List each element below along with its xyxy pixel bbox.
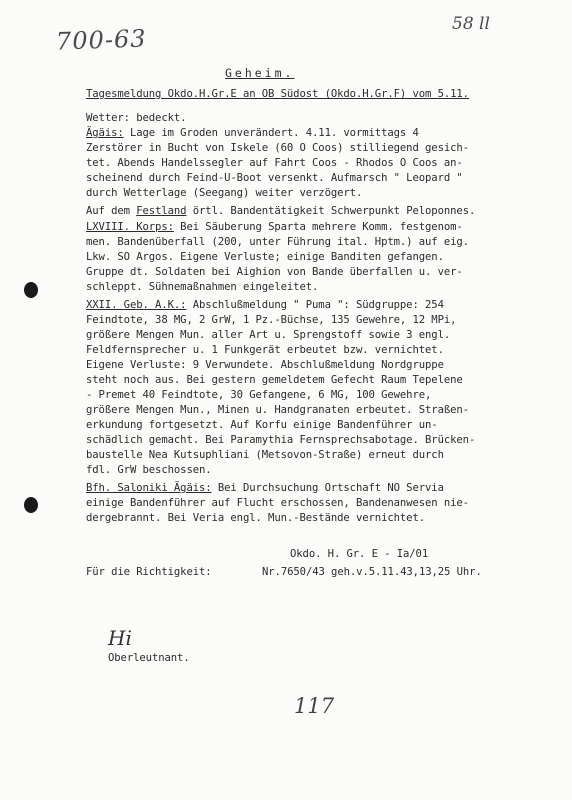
section-label-xxii: XXII. Geb. A.K.:: [86, 299, 187, 311]
classification-title: Geheim.: [225, 66, 295, 80]
handwritten-folio: 58 ll: [452, 14, 490, 34]
section-label-aegaeis: Ägäis:: [86, 127, 124, 139]
text-line: Gruppe dt. Soldaten bei Aighion von Bande überfallen u. ver-: [86, 266, 463, 278]
text-line: Bfh. Saloniki Ägäis: Bei Durchsuchung Ortschaft NO Servia: [86, 482, 444, 494]
document-number: Nr.7650/43 geh.v.5.11.43,13,25 Uhr.: [262, 566, 482, 578]
certification-label: Für die Richtigkeit:: [86, 566, 212, 578]
text-line: schleppt. Sühnemaßnahmen eingeleitet.: [86, 281, 319, 293]
report-heading: Tagesmeldung Okdo.H.Gr.E an OB Südost (Okdo.H.Gr.F) vom 5.11.: [86, 88, 469, 100]
text-line: Ägäis: Lage im Groden unverändert. 4.11. vormittags 4: [86, 127, 419, 139]
text-line: Feindtote, 38 MG, 2 GrW, 1 Pz.-Büchse, 135 Gewehre, 12 MPi,: [86, 314, 457, 326]
text-line: größere Mengen Mun., Minen u. Handgranaten erbeutet. Straßen-: [86, 404, 469, 416]
text-line: baustelle Nea Kutsuphliani (Metsovon-Straße) erneut durch: [86, 449, 444, 461]
text-line: tet. Abends Handelssegler auf Fahrt Coos - Rhodos O Coos an-: [86, 157, 463, 169]
text-line: XXII. Geb. A.K.: Abschlußmeldung " Puma ": Südgruppe: 254: [86, 299, 444, 311]
text-line: schädlich gemacht. Bei Paramythia Fernsprechsabotage. Brücken-: [86, 434, 476, 446]
text-line: Eigene Verluste: 9 Verwundete. Abschlußmeldung Nordgruppe: [86, 359, 444, 371]
text-line: Lkw. SO Argos. Eigene Verluste; einige Banditen gefangen.: [86, 251, 444, 263]
text-line: Wetter: bedeckt.: [86, 112, 187, 124]
punch-hole: [24, 497, 38, 513]
text-line: erkundung fortgesetzt. Auf Korfu einige Bandenführer un-: [86, 419, 438, 431]
text-line: - Premet 40 Feindtote, 30 Gefangene, 6 MG, 100 Gewehre,: [86, 389, 432, 401]
text-line: scheinend durch Feind-U-Boot versenkt. Aufmarsch " Leopard ": [86, 172, 463, 184]
issuing-office: Okdo. H. Gr. E - Ia/01: [290, 548, 429, 560]
text-line: Zerstörer in Bucht von Iskele (60 O Coos) stilliegend gesich-: [86, 142, 469, 154]
section-label-saloniki: Bfh. Saloniki Ägäis:: [86, 482, 212, 494]
text-line: dergebrannt. Bei Veria engl. Mun.-Bestände vernichtet.: [86, 512, 426, 524]
punch-hole: [24, 282, 38, 298]
text-line: Auf dem Festland örtl. Bandentätigkeit Schwerpunkt Peloponnes.: [86, 205, 476, 217]
text-line: men. Bandenüberfall (200, unter Führung ital. Hptm.) auf eig.: [86, 236, 469, 248]
text-line: größere Mengen Mun. aller Art u. Sprengstoff sowie 3 engl.: [86, 329, 451, 341]
text-line: Feldfernsprecher u. 1 Funkgerät erbeutet bzw. vernichtet.: [86, 344, 444, 356]
text-line: steht noch aus. Bei gestern gemeldetem Gefecht Raum Tepelene: [86, 374, 463, 386]
handwritten-signature: Hi: [108, 626, 132, 650]
text-line: einige Bandenführer auf Flucht erschossen, Bandenanwesen nie-: [86, 497, 469, 509]
signer-rank: Oberleutnant.: [108, 652, 190, 664]
text-line: fdl. GrW beschossen.: [86, 464, 212, 476]
text-line: durch Wetterlage (Seegang) weiter verzögert.: [86, 187, 363, 199]
section-label-lxviii: LXVIII. Korps:: [86, 221, 174, 233]
section-label-festland: Festland: [136, 205, 187, 217]
handwritten-reference: 700-63: [55, 24, 147, 56]
handwritten-page-number: 117: [294, 694, 335, 718]
text-line: LXVIII. Korps: Bei Säuberung Sparta mehrere Komm. festgenom-: [86, 221, 463, 233]
